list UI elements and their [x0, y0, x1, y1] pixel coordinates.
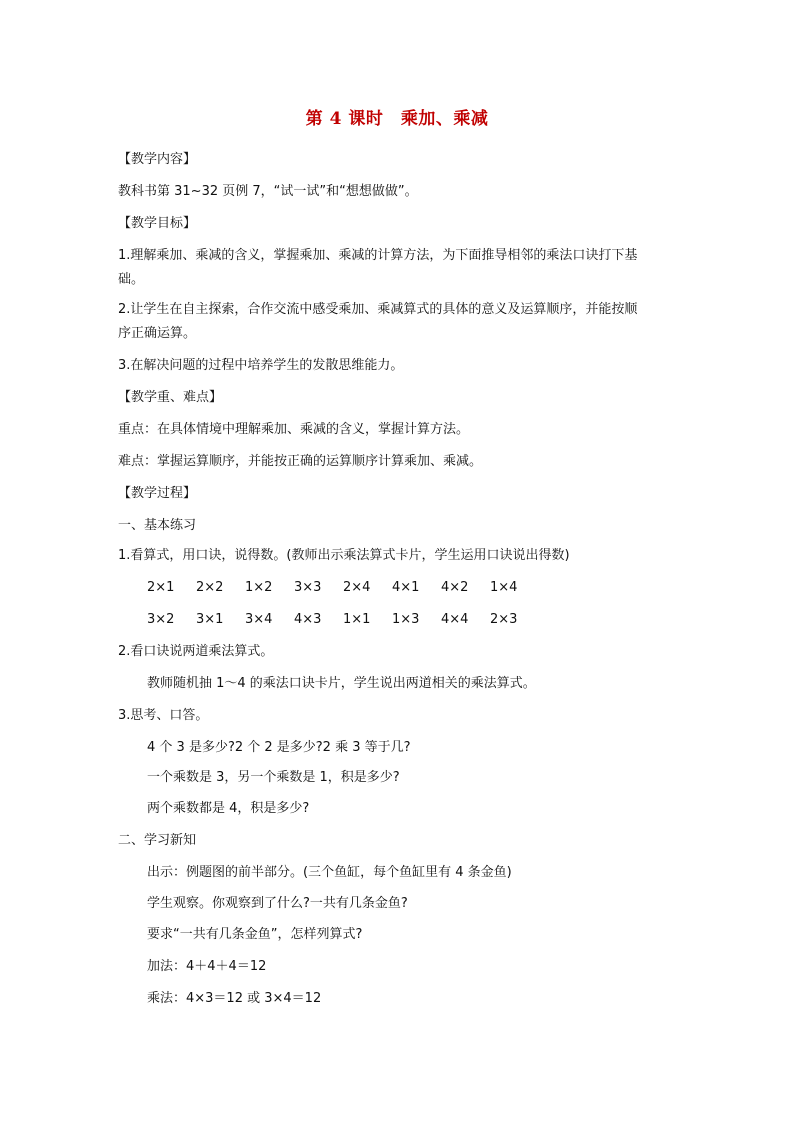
question-2: 一个乘数是 3，另一个乘数是 1，积是多少? [147, 770, 400, 785]
expression: 2×4 [343, 580, 371, 595]
expression: 3×1 [196, 612, 224, 627]
expression: 2×2 [196, 580, 224, 595]
expression: 1×3 [392, 612, 420, 627]
multiplication-expression: 乘法：4×3＝12 或 3×4＝12 [147, 991, 322, 1006]
question-1: 4 个 3 是多少?2 个 2 是多少?2 乘 3 等于几? [147, 740, 411, 755]
content-header: 【教学内容】 [118, 152, 197, 167]
expression: 3×4 [245, 612, 273, 627]
item-2: 2.看口诀说两道乘法算式。 [118, 644, 274, 659]
question-3: 两个乘数都是 4，积是多少? [147, 801, 310, 816]
key-header: 【教学重、难点】 [118, 390, 223, 405]
item-1: 1.看算式，用口诀，说得数。(教师出示乘法算式卡片，学生运用口诀说出得数) [118, 548, 570, 563]
goal-2-line-2: 序正确运算。 [118, 326, 197, 341]
expression: 4×2 [441, 580, 469, 595]
page-title: 第 4 课时 乘加、乘减 [305, 109, 489, 129]
expression: 1×4 [490, 580, 518, 595]
content-text: 教科书第 31~32 页例 7，“试一试”和“想想做做”。 [118, 184, 418, 199]
expression: 2×1 [147, 580, 175, 595]
goal-3: 3.在解决问题的过程中培养学生的发散思维能力。 [118, 358, 404, 373]
expression: 4×4 [441, 612, 469, 627]
expression-row-2 [147, 612, 539, 628]
show-text: 出示：例题图的前半部分。(三个鱼缸，每个鱼缸里有 4 条金鱼) [147, 865, 512, 880]
goals-header: 【教学目标】 [118, 216, 197, 231]
expression: 1×1 [343, 612, 371, 627]
expression: 3×2 [147, 612, 175, 627]
key-point: 重点：在具体情境中理解乘加、乘减的含义，掌握计算方法。 [118, 422, 470, 437]
expression-row-1 [147, 580, 539, 596]
goal-2-line-1: 2.让学生在自主探索，合作交流中感受乘加、乘减算式的具体的意义及运算顺序，并能按顺 [118, 302, 638, 317]
expression: 2×3 [490, 612, 518, 627]
expression: 3×3 [294, 580, 322, 595]
goal-1-line-2: 础。 [118, 272, 145, 287]
item-3: 3.思考、口答。 [118, 708, 209, 723]
difficult-point: 难点：掌握运算顺序，并能按正确的运算顺序计算乘加、乘减。 [118, 454, 483, 469]
goal-1-line-1: 1.理解乘加、乘减的含义，掌握乘加、乘减的计算方法，为下面推导相邻的乘法口诀打下基 [118, 248, 638, 263]
expression: 4×3 [294, 612, 322, 627]
section-2-heading: 二、学习新知 [118, 833, 197, 848]
item-2-detail: 教师随机抽 1～4 的乘法口诀卡片，学生说出两道相关的乘法算式。 [147, 676, 536, 691]
expression: 1×2 [245, 580, 273, 595]
section-1-heading: 一、基本练习 [118, 518, 197, 533]
ask-text: 要求“一共有几条金鱼”，怎样列算式? [147, 927, 363, 942]
addition-expression: 加法：4＋4＋4＝12 [147, 959, 267, 974]
observe-text: 学生观察。你观察到了什么?一共有几条金鱼? [147, 896, 408, 911]
expression: 4×1 [392, 580, 420, 595]
process-header: 【教学过程】 [118, 486, 197, 501]
